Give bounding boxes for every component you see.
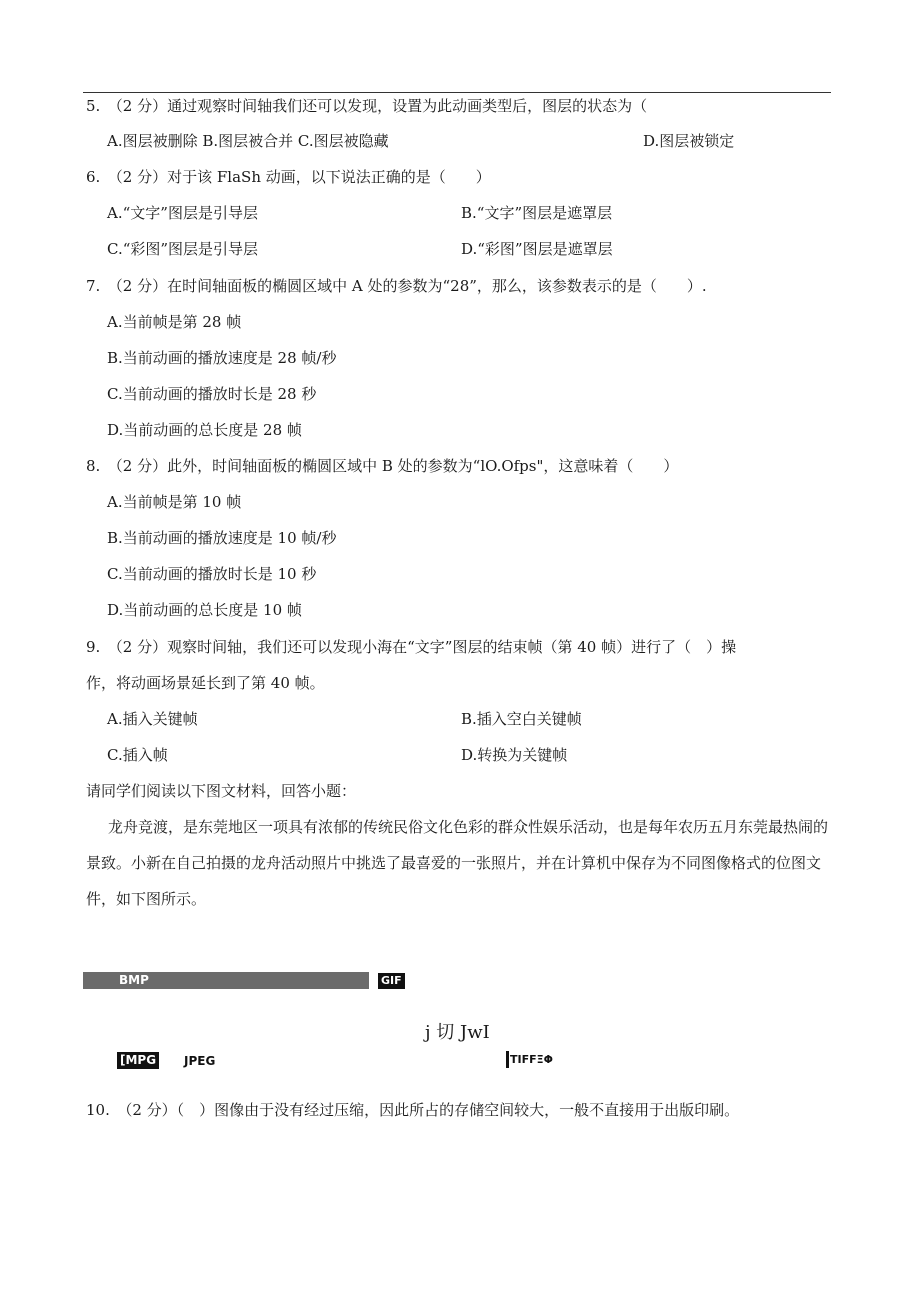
- q8-option-b: B.当前动画的播放速度是 10 帧/秒: [107, 529, 337, 547]
- q8-option-d: D.当前动画的总长度是 10 帧: [107, 601, 302, 619]
- q7-option-c: C.当前动画的播放时长是 28 秒: [107, 385, 317, 403]
- q5-options-abc: A.图层被删除 B.图层被合并 C.图层被隐藏: [107, 132, 389, 150]
- q10-stem: 10. （2 分）（ ）图像由于没有经过压缩，因此所占的存储空间较大，一般不直接用于出版印刷。: [86, 1101, 740, 1119]
- tiff-file-label: [506, 1051, 553, 1069]
- q9-option-b: B.插入空白关键帧: [461, 710, 582, 728]
- tiff-bar-mark: [506, 1051, 509, 1068]
- q6-option-b: B.“文字”图层是遮罩层: [461, 204, 613, 222]
- tiff-label-text: TIFFΞΦ: [510, 1053, 553, 1066]
- q8-stem: 8. （2 分）此外，时间轴面板的椭圆区域中 B 处的参数为“lO.Ofps"，这意味着（ ）: [86, 457, 679, 475]
- q9-option-a: A.插入关键帧: [107, 710, 198, 728]
- q6-option-a: A.“文字”图层是引导层: [107, 204, 258, 222]
- q5-stem: 5. （2 分）通过观察时间轴我们还可以发现，设置为此动画类型后，图层的状态为（: [86, 97, 648, 115]
- bmp-file-label: [83, 972, 369, 989]
- q9-option-d: D.转换为关键帧: [461, 746, 568, 764]
- jpeg-file-label: JPEG: [184, 1054, 216, 1068]
- gif-file-label: GIF: [378, 973, 405, 989]
- q7-option-d: D.当前动画的总长度是 28 帧: [107, 421, 302, 439]
- q5-option-d: D.图层被锁定: [643, 132, 735, 150]
- reading-paragraph: 龙舟竞渡，是东莞地区一项具有浓郁的传统民俗文化色彩的群众性娱乐活动，也是每年农历五月东莞最热闹的景致。小新在自己拍摄的龙舟活动照片中挑选了最喜爱的一张照片，并在计算机中保存为不同图像格式的位图文件，如下图所示。: [86, 818, 829, 908]
- q6-option-c: C.“彩图”图层是引导层: [107, 240, 259, 258]
- bmp-label-text: BMP: [119, 973, 149, 987]
- q7-option-b: B.当前动画的播放速度是 28 帧/秒: [107, 349, 337, 367]
- figure-stray-text: j 切 JwI: [425, 1022, 490, 1043]
- q6-option-d: D.“彩图”图层是遮罩层: [461, 240, 613, 258]
- q7-stem: 7. （2 分）在时间轴面板的椭圆区域中 A 处的参数为“28”，那么，该参数表示的是（ ）.: [86, 277, 707, 295]
- q8-option-a: A.当前帧是第 10 帧: [107, 493, 242, 511]
- q6-stem: 6. （2 分）对于该 FlaSh 动画，以下说法正确的是（ ）: [86, 168, 491, 186]
- q7-option-a: A.当前帧是第 28 帧: [107, 313, 242, 331]
- q8-option-c: C.当前动画的播放时长是 10 秒: [107, 565, 317, 583]
- reading-intro: 请同学们阅读以下图文材料，回答小题：: [86, 782, 357, 800]
- header-rule: [83, 92, 831, 93]
- mpg-file-label: [MPG: [117, 1052, 159, 1069]
- q9-option-c: C.插入帧: [107, 746, 168, 764]
- q9-stem-line2: 作，将动画场景延长到了第 40 帧。: [86, 674, 325, 692]
- q9-stem-line1: 9. （2 分）观察时间轴，我们还可以发现小海在“文字”图层的结束帧（第 40 帧）进行了（ ）操: [86, 638, 737, 656]
